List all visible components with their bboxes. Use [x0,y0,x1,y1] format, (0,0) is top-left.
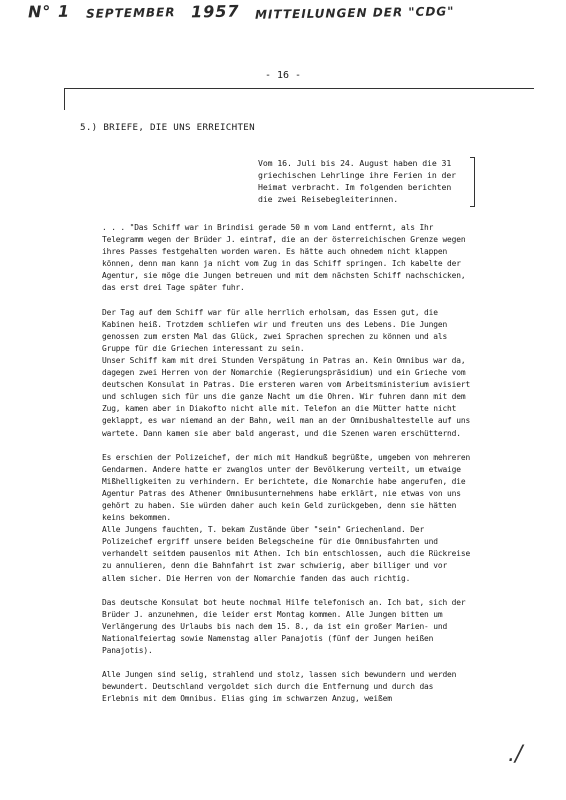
paragraph: Alle Jungen sind selig, strahlend und stolz, lassen sich bewundern und werden bewundert. Deutschland vergoldet sich durch die Entfernung und durch das Erlebnis mit dem Omnibus. Elias ging im schwarzen Anzug, weißem [102,670,457,704]
handwritten-header [28,2,548,26]
paragraph: Der Tag auf dem Schiff war für alle herrlich erholsam, das Essen gut, die Kabinen heiß. Trotzdem schliefen wir und freuten uns des Lebens. Die Jungen genossen zum ersten Mal das Glück, zwei Sprachen sprechen zu können und als Gruppe für die Griechen interessant zu sein. [102,307,448,353]
page-number: - 16 - [264,70,302,81]
intro-paragraph: Vom 16. Juli bis 24. August haben die 31 griechischen Lehrlinge ihre Ferien in der Heimat verbracht. Im folgenden berichten die zwei Reisebegleiterinnen. [258,158,457,204]
letter-body [102,222,474,717]
intro-bracket [470,157,475,207]
continuation-mark: ./ [508,742,523,767]
paragraph: Unser Schiff kam mit drei Stunden Verspätung in Patras an. Kein Omnibus war da, dagegen zwei Herren von der Nomarchie (Regierungspräsidium) und ein Grieche vom deutschen Konsulat in Patras. Die ersteren waren vom Arbeitsministerium avisiert und schlugen sich für uns die ganze Nacht um die Ohren. Wir fuhren dann mit dem Zug, kamen aber in Diakofto nicht alle mit. Telefon an die Mütter hatte nicht geklappt, es war niemand an der Bahn, weil man an der Omnibushaltestelle auf uns wartete. Dann kamen sie aber bald angerast, und die Szenen waren erschütternd. [102,355,471,438]
section-title: 5.) BRIEFE, DIE UNS ERREICHTEN [80,122,255,133]
publication-title: MITTEILUNGEN DER "CDG" [254,4,455,22]
frame-line-left [64,88,65,110]
frame-line-top [64,88,534,89]
issue-year: 1957 [190,1,240,22]
paragraph: Das deutsche Konsulat bot heute nochmal Hilfe telefonisch an. Ich bat, sich der Brüder J. anzunehmen, die leider erst Montag kommen. Alle Jungen bitten um Verlängerung des Urlaubs bis nach dem 15. 8., da ist ein großer Marien- und Nationalfeiertag sowie Namenstag aller Panajotis (fünf der Jungen heißen Panajotis). [102,597,466,655]
paragraph: Alle Jungens fauchten, T. bekam Zustände über "sein" Griechenland. Der Polizeichef ergriff unsere beiden Belegscheine für die Omnibusfahrten und verhandelt seitdem pausenlos mit Athen. Ich bin entschlossen, auch die Rückreise zu annulieren, denn die Bahnfahrt ist zwar schwierig, aber billiger und vor allem sicher. Die Herren von der Nomarchie fanden das auch richtig. [102,525,471,583]
paragraph: Es erschien der Polizeichef, der mich mit Handkuß begrüßte, umgeben von mehreren Gendarmen. Andere hatte er zwanglos unter der Bevölkerung verteilt, um etwaige Mißhelligkeiten zu verhindern. Er berichtete, die Nomarchie habe angerufen, die Agentur Patras des Athener Omnibusunternehmens habe erklärt, nie etwas von uns gehört zu haben. Sie würden daher auch kein Geld zurückgeben, denn sie hätten keins bekommen. [102,452,471,523]
issue-number: N° 1 [27,1,71,22]
paragraph: . . . "Das Schiff war in Brindisi gerade 50 m vom Land entfernt, als Ihr Telegramm wegen der Brüder J. eintraf, die an der österreichischen Grenze wegen ihres Passes festgehalten worden waren. Es hätte auch ohnedem nicht klappen können, denn man kann ja nicht vom Zug in das Schiff springen. Ich kabelte der Agentur, sie möge die Jungen betreuen und mit dem nächsten Schiff nachschicken, das erst drei Tage später fuhr. [102,223,466,293]
issue-month: SEPTEMBER [85,5,176,21]
